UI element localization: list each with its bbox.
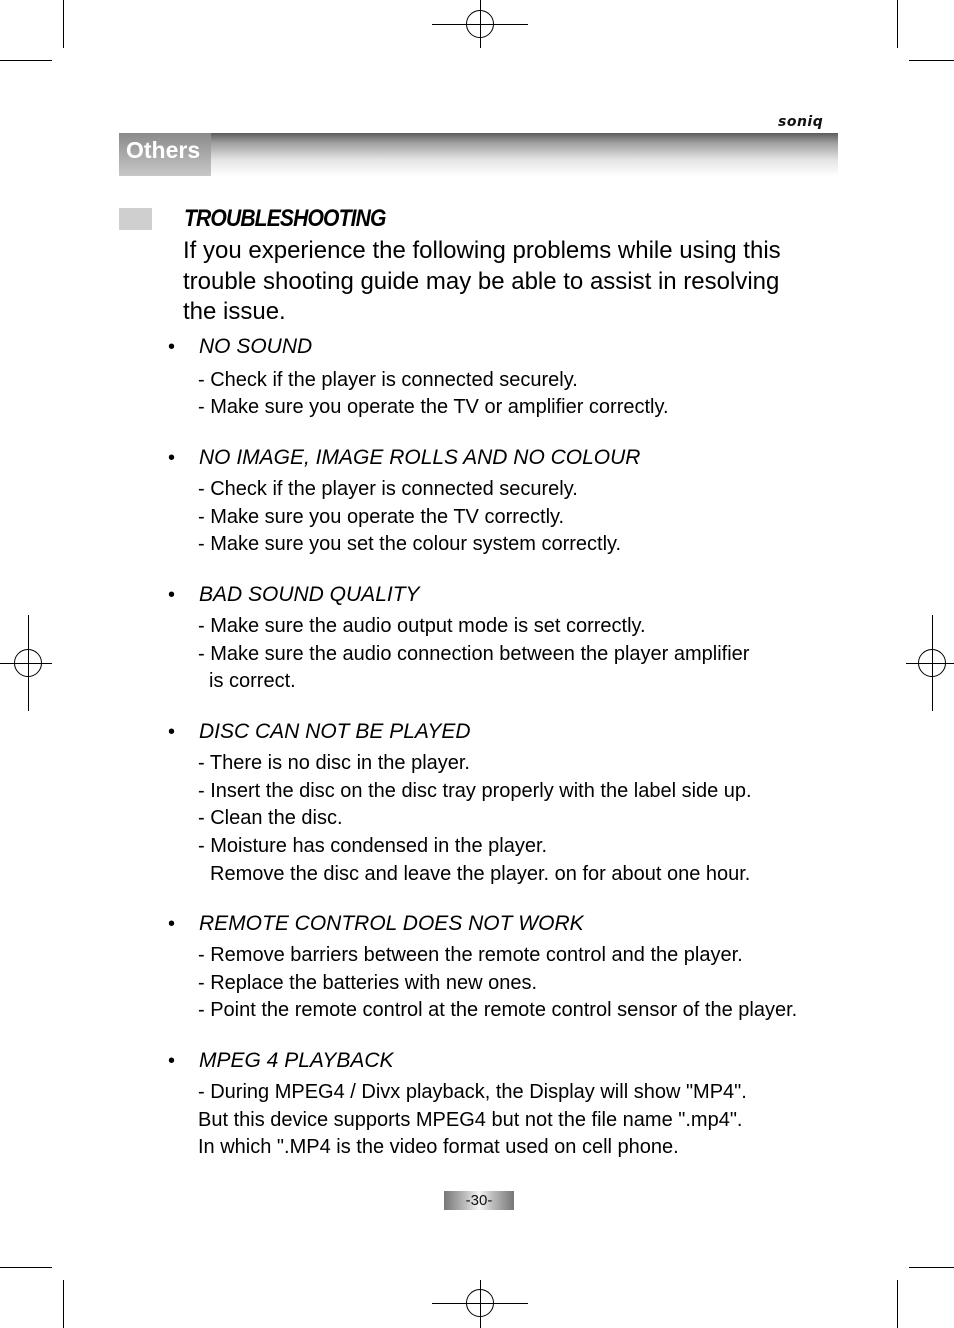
trouble-item-line: In which ".MP4 is the video format used on cell phone. [198, 1136, 679, 1158]
trouble-item-line: Remove the disc and leave the player. on for about one hour. [210, 863, 751, 885]
trouble-item-line: - Make sure you operate the TV or amplifier correctly. [198, 396, 669, 418]
trouble-item-line: - Make sure the audio output mode is set correctly. [198, 615, 646, 637]
bullet-icon: • [168, 336, 176, 358]
trouble-item-line: - Clean the disc. [198, 807, 343, 829]
bullet-icon: • [168, 913, 176, 935]
trouble-item-line: - During MPEG4 / Divx playback, the Display will show "MP4". [198, 1081, 747, 1103]
trouble-item-line: - Remove barriers between the remote control and the player. [198, 944, 743, 966]
trouble-item-line: But this device supports MPEG4 but not the file name ".mp4". [198, 1109, 743, 1131]
trouble-item-line: - Insert the disc on the disc tray properly with the label side up. [198, 780, 752, 802]
trouble-item-line: - Check if the player is connected securely. [198, 478, 578, 500]
trouble-item-line: - Make sure the audio connection between the player amplifier [198, 643, 750, 665]
trouble-item-line: - Check if the player is connected securely. [198, 369, 578, 391]
trouble-item-line: - There is no disc in the player. [198, 752, 470, 774]
bullet-icon: • [168, 584, 176, 606]
trouble-item-heading: • NO SOUND [168, 335, 313, 358]
trouble-item-line: - Point the remote control at the remote control sensor of the player. [198, 999, 798, 1021]
bullet-icon: • [168, 1050, 176, 1072]
bullet-icon: • [168, 721, 176, 743]
intro-line: If you experience the following problems while using this [183, 237, 781, 264]
trouble-item-heading: • DISC CAN NOT BE PLAYED [168, 720, 471, 743]
trouble-item-line: - Make sure you set the colour system correctly. [198, 533, 622, 555]
trouble-item-line: - Moisture has condensed in the player. [198, 835, 548, 857]
bullet-icon: • [168, 447, 176, 469]
trouble-item-heading: • REMOTE CONTROL DOES NOT WORK [168, 912, 584, 935]
trouble-item-line: - Make sure you operate the TV correctly. [198, 506, 565, 528]
section-title: TROUBLESHOOTING [184, 205, 386, 232]
trouble-item-heading: • MPEG 4 PLAYBACK [168, 1049, 394, 1072]
intro-line: the issue. [183, 298, 286, 325]
trouble-item-heading: • BAD SOUND QUALITY [168, 583, 420, 606]
trouble-item-line: - Replace the batteries with new ones. [198, 972, 538, 994]
trouble-item-line: is correct. [209, 670, 296, 692]
section-header-label: Others [126, 137, 201, 163]
intro-paragraph [183, 236, 833, 328]
section-marker [119, 208, 152, 230]
trouble-item-heading: • NO IMAGE, IMAGE ROLLS AND NO COLOUR [168, 446, 641, 469]
intro-line: trouble shooting guide may be able to assist in resolving [183, 267, 780, 295]
brand-logo: soniq [778, 114, 824, 130]
section-header-bar [119, 133, 838, 176]
page-number: -30- [444, 1191, 514, 1210]
